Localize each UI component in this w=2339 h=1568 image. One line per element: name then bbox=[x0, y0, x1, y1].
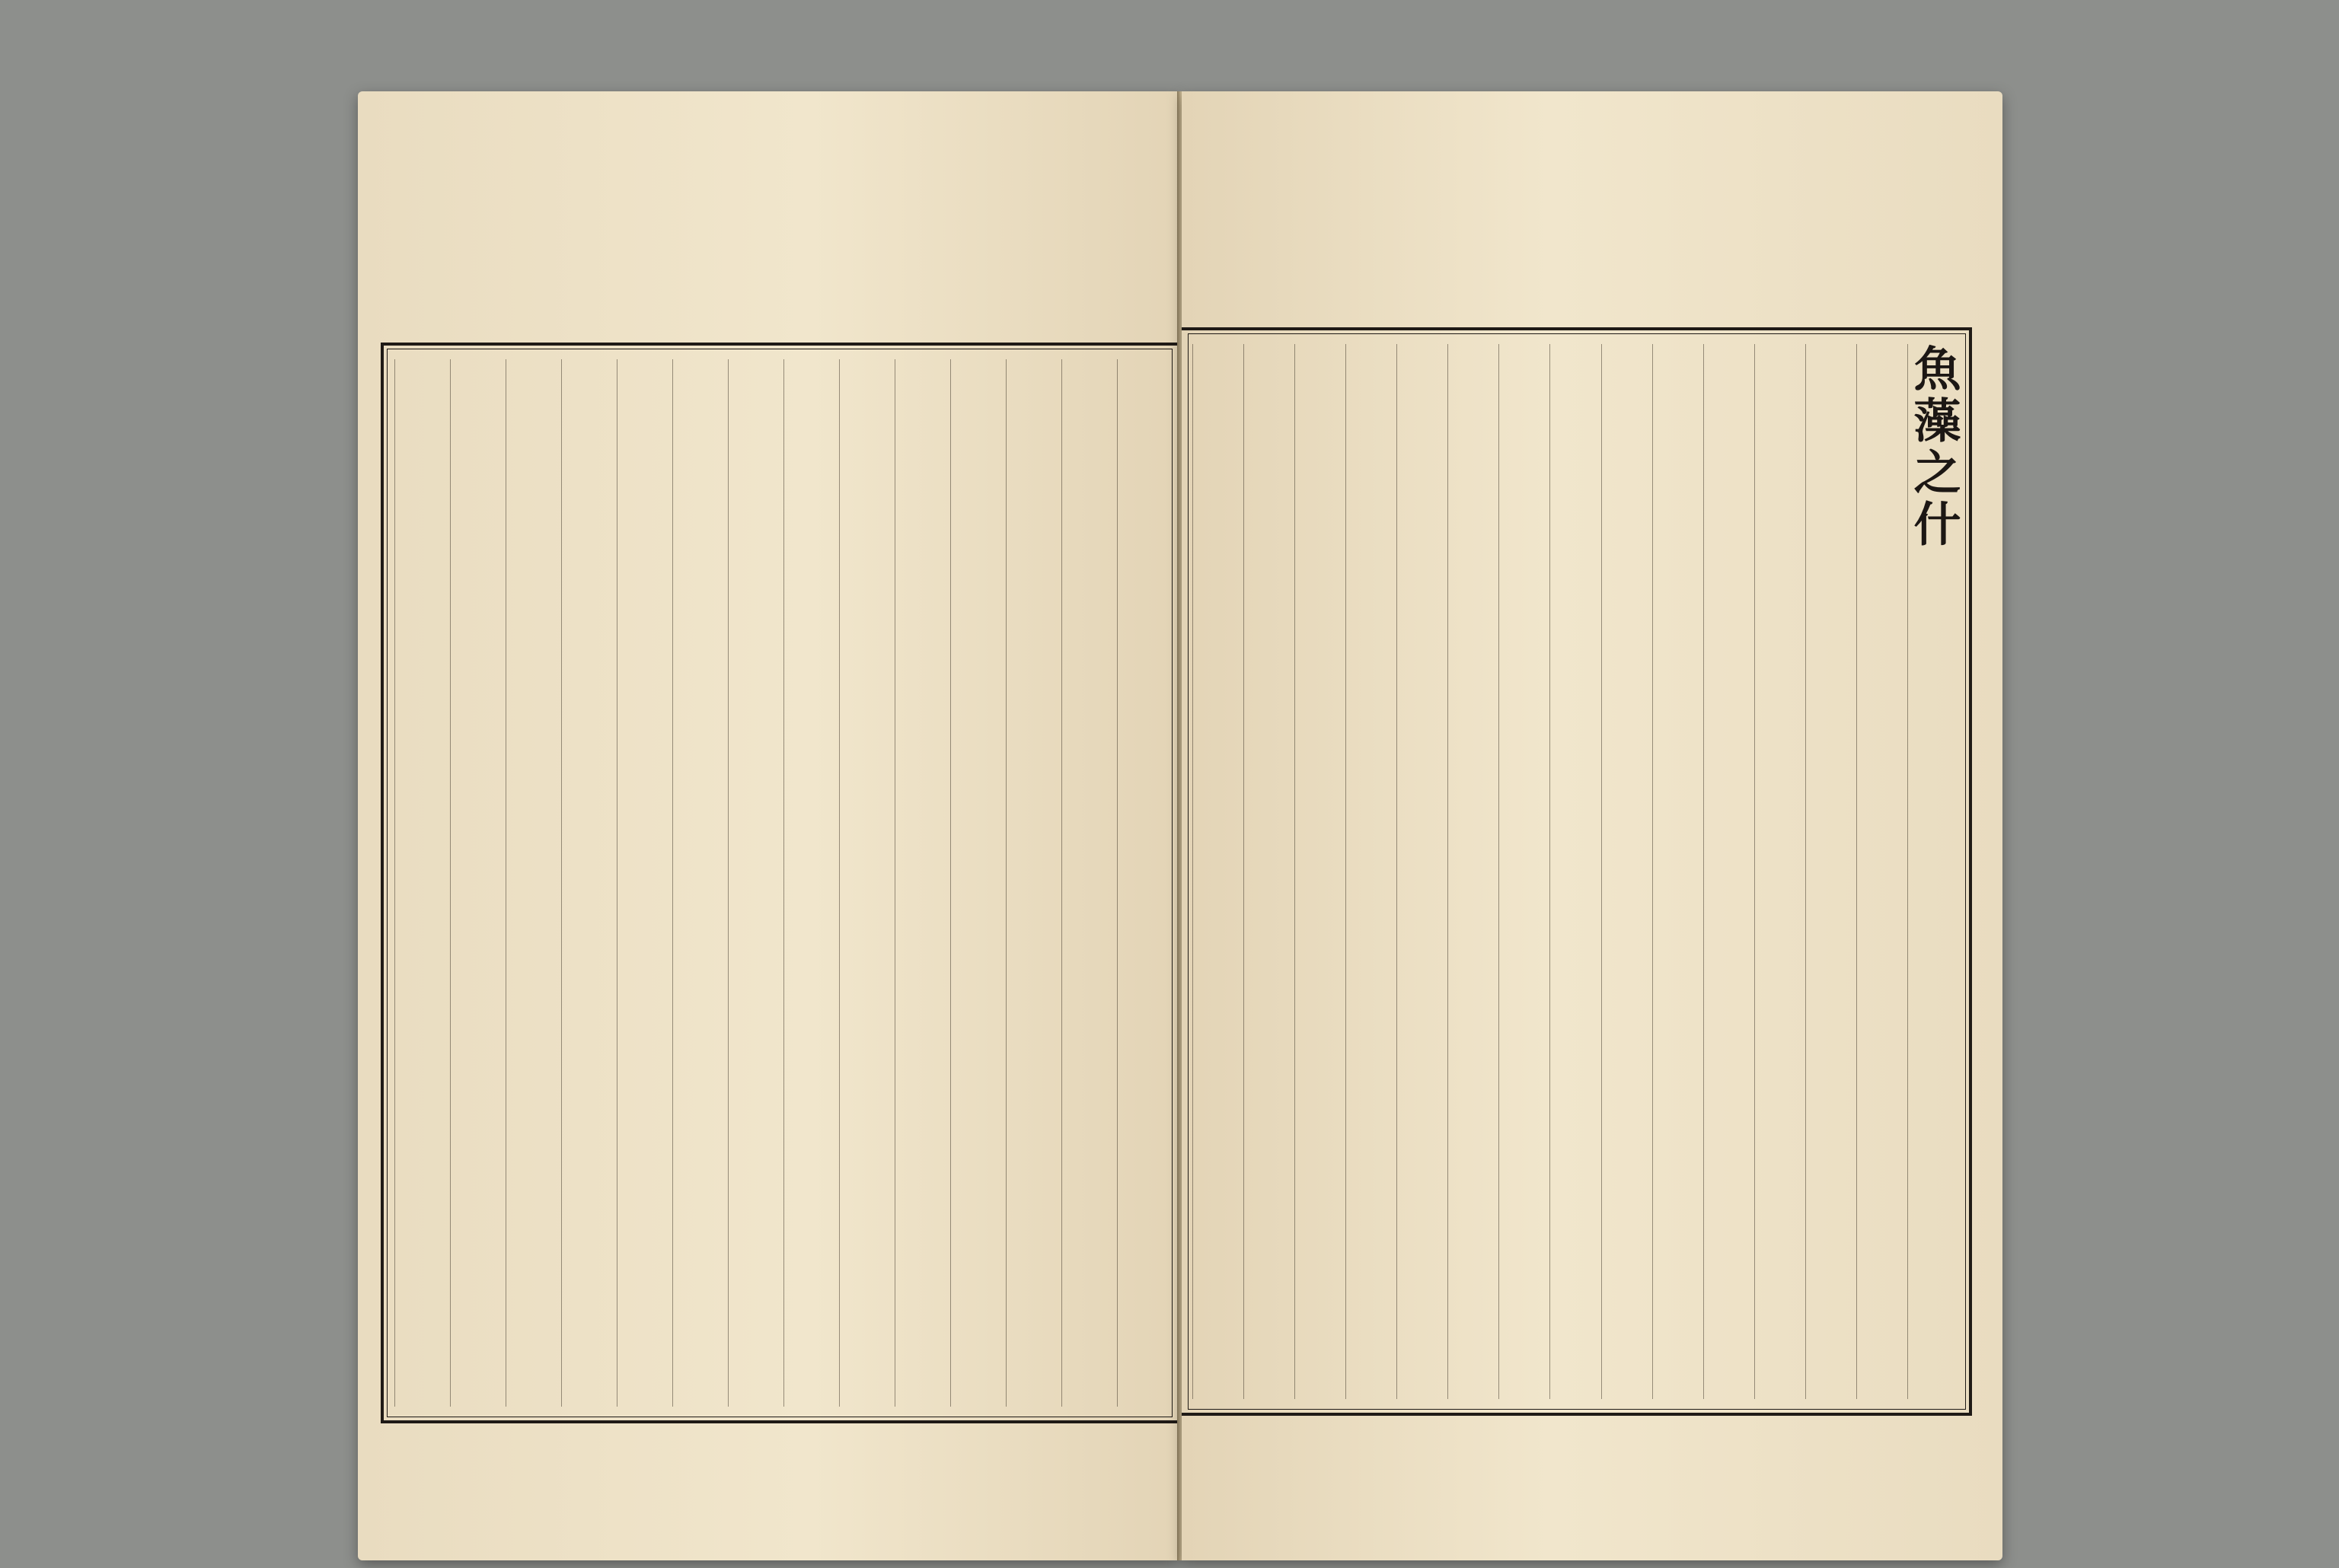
left-text-column bbox=[895, 359, 946, 1407]
left-text-column bbox=[783, 359, 834, 1407]
left-text-column bbox=[950, 359, 1001, 1407]
left-text-column bbox=[1006, 359, 1057, 1407]
left-text-frame bbox=[381, 343, 1179, 1423]
right-text-column bbox=[1652, 344, 1699, 1399]
left-text-columns bbox=[394, 359, 1168, 1407]
left-page bbox=[358, 91, 1179, 1560]
right-text-column bbox=[1243, 344, 1290, 1399]
right-page bbox=[1182, 91, 2002, 1560]
left-text-column bbox=[617, 359, 668, 1407]
right-text-column bbox=[1754, 344, 1801, 1399]
right-text-column bbox=[1703, 344, 1750, 1399]
left-text-column bbox=[839, 359, 890, 1407]
left-text-column bbox=[728, 359, 779, 1407]
open-book bbox=[358, 91, 1995, 1568]
right-text-column bbox=[1805, 344, 1852, 1399]
right-text-column bbox=[1396, 344, 1443, 1399]
left-text-column bbox=[506, 359, 557, 1407]
left-text-column bbox=[1117, 359, 1168, 1407]
right-text-column bbox=[1498, 344, 1545, 1399]
right-text-column bbox=[1192, 344, 1239, 1399]
right-heading-column bbox=[1906, 344, 1961, 1399]
section-heading: 魚藻之什 bbox=[1906, 344, 1961, 551]
right-text-column bbox=[1549, 344, 1596, 1399]
right-text-column bbox=[1345, 344, 1392, 1399]
right-text-column bbox=[1856, 344, 1903, 1399]
left-text-column bbox=[1061, 359, 1112, 1407]
right-text-column bbox=[1447, 344, 1494, 1399]
left-text-column bbox=[672, 359, 723, 1407]
right-text-column bbox=[1294, 344, 1341, 1399]
right-text-frame bbox=[1182, 327, 1972, 1416]
left-text-column bbox=[561, 359, 612, 1407]
right-text-column bbox=[1601, 344, 1648, 1399]
left-text-column bbox=[394, 359, 445, 1407]
right-text-columns bbox=[1192, 344, 1961, 1399]
left-text-column bbox=[450, 359, 501, 1407]
